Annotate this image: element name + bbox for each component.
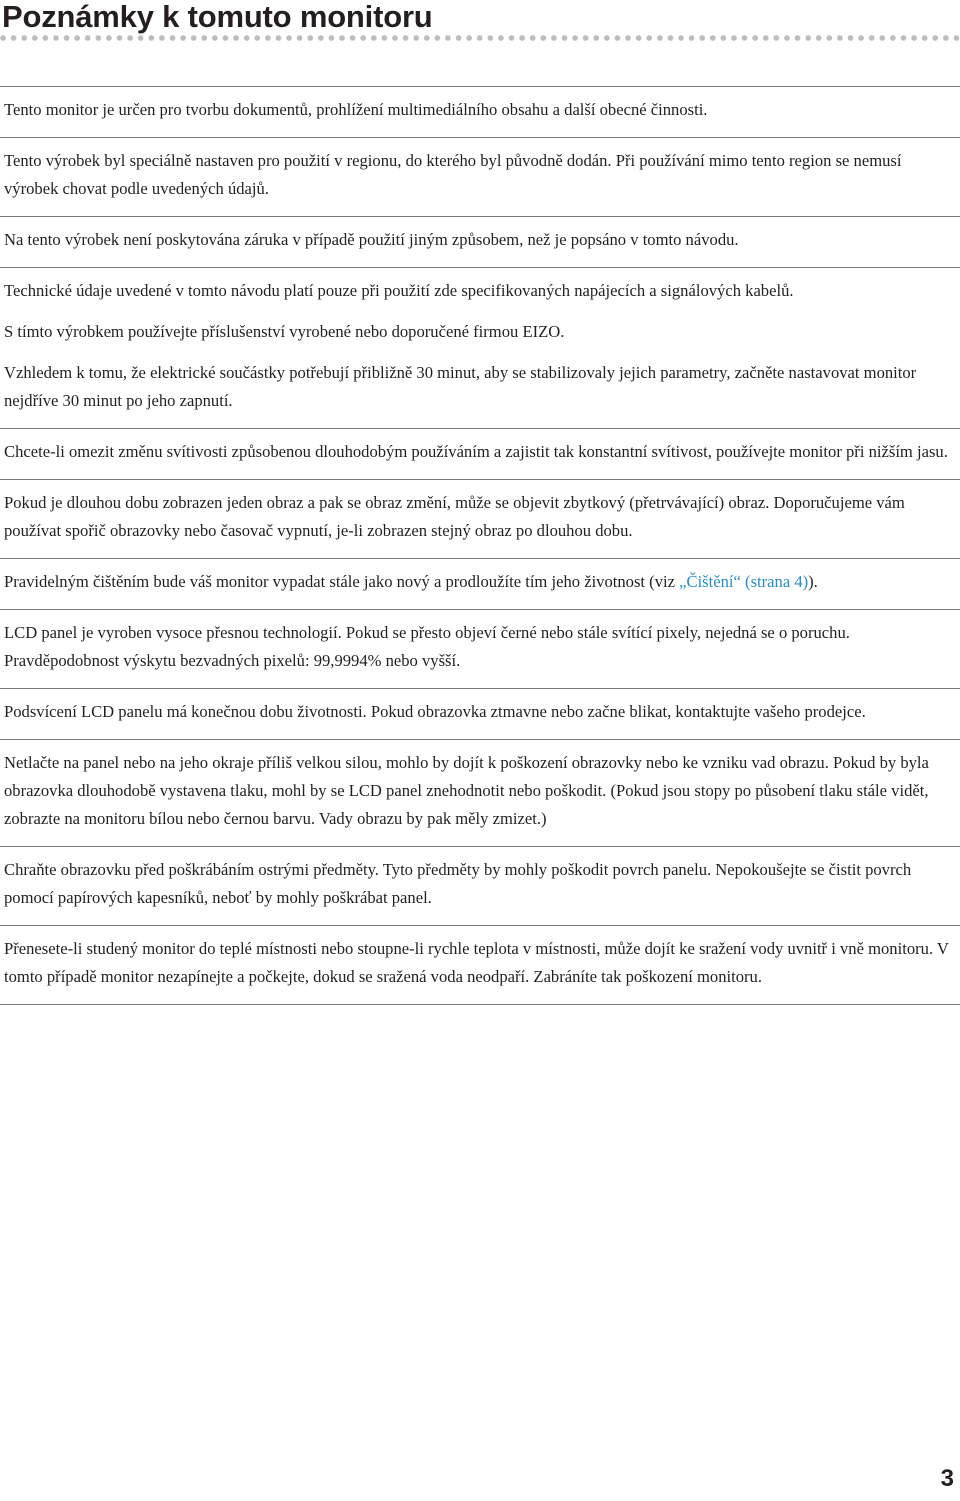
note-item bbox=[0, 216, 960, 267]
note-item bbox=[0, 86, 960, 137]
note-item bbox=[0, 267, 960, 318]
note-text bbox=[4, 568, 952, 596]
note-item bbox=[0, 558, 960, 609]
note-item bbox=[0, 479, 960, 558]
end-divider bbox=[0, 1004, 960, 1005]
note-item bbox=[0, 739, 960, 846]
note-text-after: ). bbox=[808, 572, 818, 591]
note-text: Podsvícení LCD panelu má konečnou dobu životnosti. Pokud obrazovka ztmavne nebo začne blikat, kontaktujte vašeho prodejce. bbox=[4, 702, 866, 721]
note-item bbox=[0, 359, 960, 428]
note-item bbox=[0, 137, 960, 216]
note-text: Netlačte na panel nebo na jeho okraje příliš velkou silou, mohlo by dojít k poškození obrazovky nebo ke vzniku vad obrazu. Pokud by byla obrazovka dlouhodobě vystavena tlaku, mohl by se LCD panel znehodnotit nebo poškodit. (Pokud jsou stopy po působení tlaku stále vidět, zobrazte na monitoru bílou nebo černou barvu. Vady obrazu by pak měly zmizet.) bbox=[4, 753, 929, 828]
note-item bbox=[0, 688, 960, 739]
note-text: Tento výrobek byl speciálně nastaven pro použití v regionu, do kterého byl původně dodán. Při používání mimo tento region se nemusí výrobek chovat podle uvedených údajů. bbox=[4, 151, 902, 198]
note-text: Chraňte obrazovku před poškrábáním ostrými předměty. Tyto předměty by mohly poškodit povrch panelu. Nepokoušejte se čistit povrch pomocí papírových kapesníků, neboť by mohly poškrábat panel. bbox=[4, 860, 912, 907]
note-text: Chcete-li omezit změnu svítivosti způsobenou dlouhodobým používáním a zajistit tak konstantní svítivost, používejte monitor při nižším jasu. bbox=[4, 442, 948, 461]
note-item bbox=[0, 846, 960, 925]
page-title: Poznámky k tomuto monitoru bbox=[2, 0, 433, 34]
cleaning-page-link[interactable]: „Čištění“ (strana 4) bbox=[679, 572, 809, 591]
note-item bbox=[0, 428, 960, 479]
note-text-before: Pravidelným čištěním bude váš monitor vypadat stále jako nový a prodloužíte tím jeho životnost (viz bbox=[4, 572, 680, 591]
dotted-divider bbox=[0, 35, 960, 41]
note-item bbox=[0, 925, 960, 1004]
note-item bbox=[0, 609, 960, 688]
note-text: Vzhledem k tomu, že elektrické součástky potřebují přibližně 30 minut, aby se stabilizovaly jejich parametry, začněte nastavovat monitor nejdříve 30 minut po jeho zapnutí. bbox=[4, 363, 917, 410]
note-text: Tento monitor je určen pro tvorbu dokumentů, prohlížení multimediálního obsahu a další obecné činnosti. bbox=[4, 100, 708, 119]
page-number: 3 bbox=[940, 1465, 954, 1492]
note-item bbox=[0, 318, 960, 359]
note-text: Technické údaje uvedené v tomto návodu platí pouze při použití zde specifikovaných napájecích a signálových kabelů. bbox=[4, 281, 794, 300]
note-text: Pokud je dlouhou dobu zobrazen jeden obraz a pak se obraz změní, může se objevit zbytkový (přetrvávající) obraz. Doporučujeme vám používat spořič obrazovky nebo časovač vypnutí, je-li zobrazen stejný obraz po dlouhou dobu. bbox=[4, 493, 905, 540]
note-text: Na tento výrobek není poskytována záruka v případě použití jiným způsobem, než je popsáno v tomto návodu. bbox=[4, 230, 739, 249]
notes-list bbox=[0, 86, 960, 1005]
note-text: S tímto výrobkem používejte příslušenství vyrobené nebo doporučené firmou EIZO. bbox=[4, 322, 565, 341]
note-text: Přenesete-li studený monitor do teplé místnosti nebo stoupne-li rychle teplota v místnosti, může dojít ke sražení vody uvnitř i vně monitoru. V tomto případě monitor nezapínejte a počkejte, dokud se sražená voda neodpaří. Zabráníte tak poškození monitoru. bbox=[4, 939, 949, 986]
note-text: LCD panel je vyroben vysoce přesnou technologií. Pokud se přesto objeví černé nebo stále svítící pixely, nejedná se o poruchu. Pravděpodobnost výskytu bezvadných pixelů: 99,9994% nebo vyšší. bbox=[4, 623, 850, 670]
